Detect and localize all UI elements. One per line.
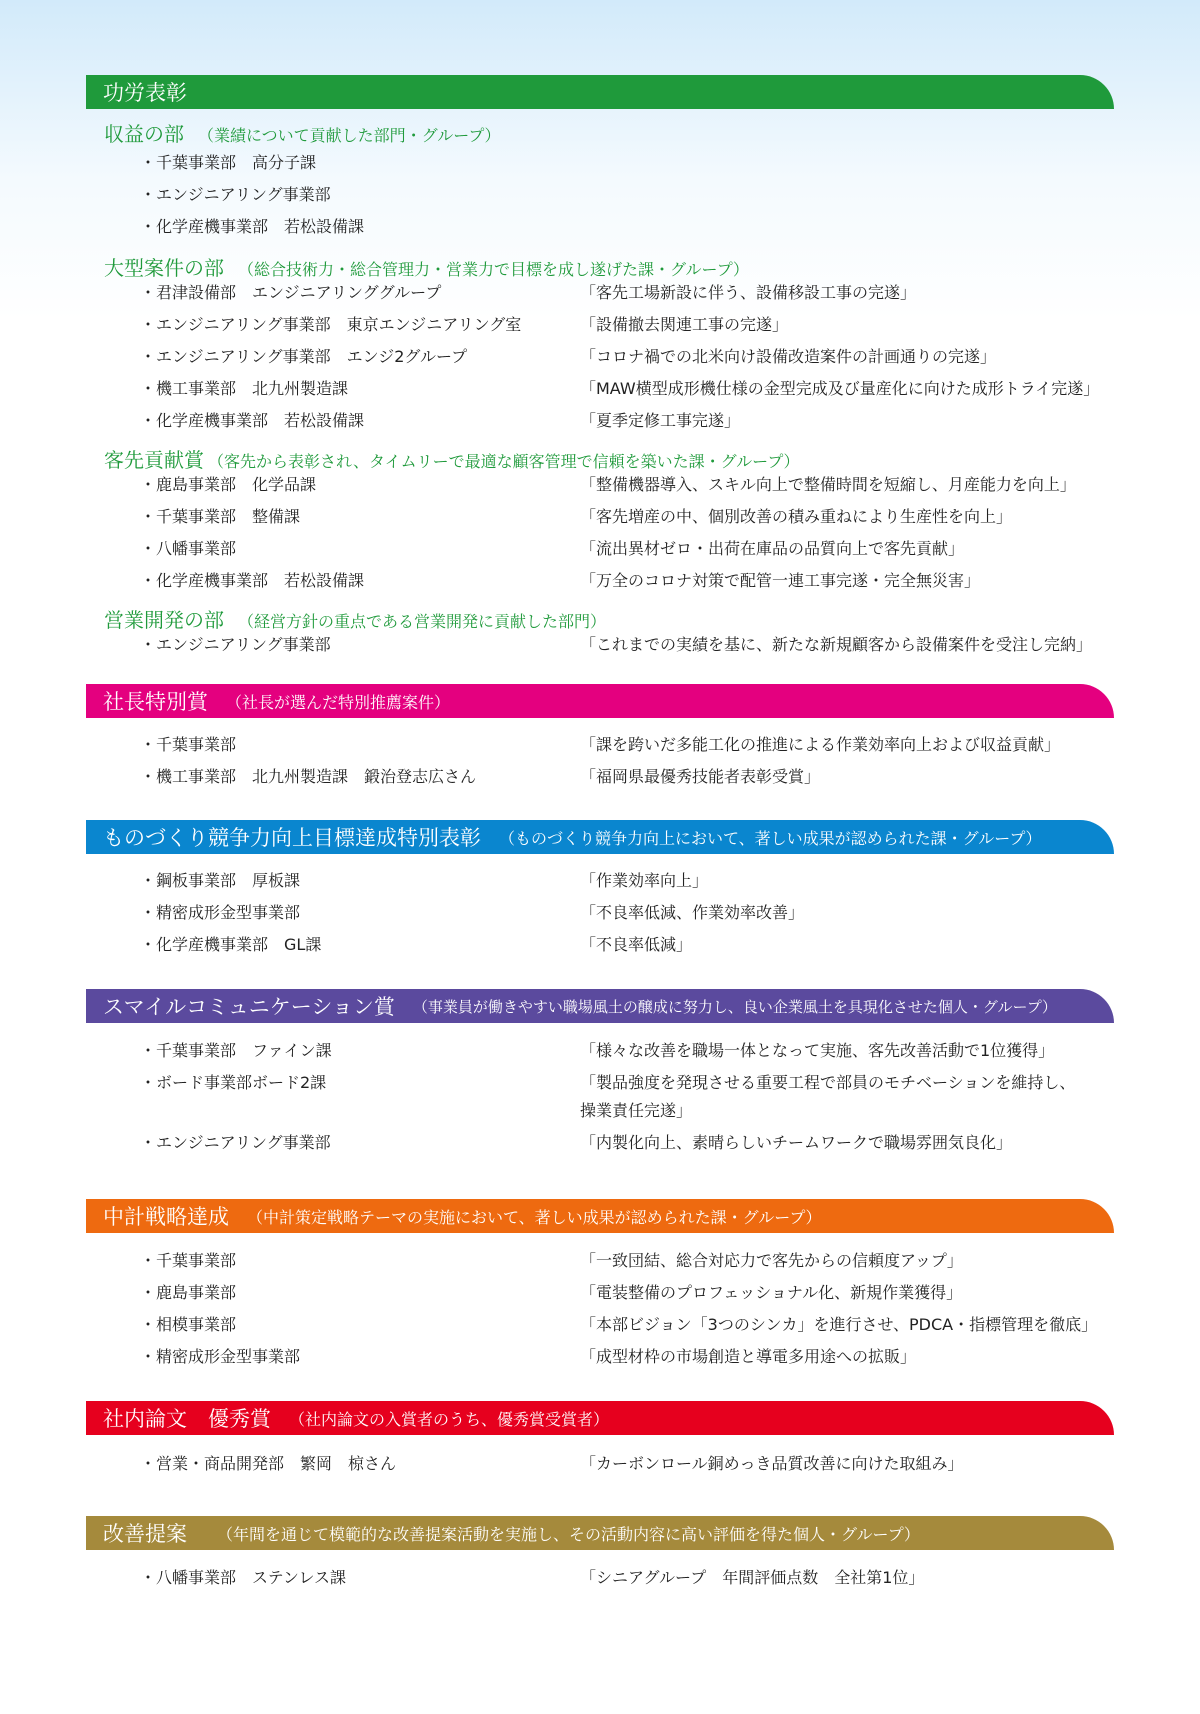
item-right: 「福岡県最優秀技能者表彰受賞」 bbox=[580, 767, 821, 786]
section-title: 中計戦略達成 bbox=[103, 1205, 229, 1229]
item-right: 「流出異材ゼロ・出荷在庫品の品質向上で客先貢献」 bbox=[580, 539, 965, 558]
section-band-kaizen bbox=[86, 1516, 1114, 1550]
subsection-sub: （経営方針の重点である営業開発に貢献した部門） bbox=[238, 612, 607, 631]
item-right: 「客先増産の中、個別改善の積み重ねにより生産性を向上」 bbox=[580, 507, 1013, 526]
item-left: ・エンジニアリング事業部 bbox=[140, 185, 331, 204]
list-item bbox=[0, 408, 1200, 436]
list-item bbox=[0, 280, 1200, 308]
subsection-sub: （業績について貢献した部門・グループ） bbox=[198, 126, 501, 145]
list-item bbox=[0, 1280, 1200, 1308]
item-right: 「不良率低減」 bbox=[580, 935, 693, 954]
item-right: 「万全のコロナ対策で配管一連工事完遂・完全無災害」 bbox=[580, 571, 981, 590]
item-left: ・エンジニアリング事業部 エンジ2グループ bbox=[140, 347, 468, 366]
item-left: ・千葉事業部 整備課 bbox=[140, 507, 301, 526]
item-right: 「内製化向上、素晴らしいチームワークで職場雰囲気良化」 bbox=[580, 1133, 1013, 1152]
item-right: 「シニアグループ 年間評価点数 全社第1位」 bbox=[580, 1568, 925, 1587]
item-left: ・千葉事業部 bbox=[140, 1251, 237, 1270]
item-right: 「MAW横型成形機仕様の金型完成及び量産化に向けた成形トライ完遂」 bbox=[580, 379, 1100, 398]
list-item bbox=[0, 568, 1200, 596]
item-left: ・精密成形金型事業部 bbox=[140, 903, 301, 922]
section-title: 社内論文 優秀賞 bbox=[103, 1407, 271, 1431]
item-left: ・鋼板事業部 厚板課 bbox=[140, 871, 301, 890]
item-left: ・千葉事業部 bbox=[140, 735, 237, 754]
section-title: スマイルコミュニケーション賞 bbox=[103, 995, 395, 1019]
list-item bbox=[0, 1312, 1200, 1340]
subsection-sub: （客先から表彰され、タイムリーで最適な顧客管理で信頼を築いた課・グループ） bbox=[208, 452, 800, 471]
section-band-smile bbox=[86, 989, 1114, 1023]
item-right: 「これまでの実績を基に、新たな新規顧客から設備案件を受注し完納」 bbox=[580, 635, 1093, 654]
subsection-kyakusaki bbox=[104, 444, 800, 473]
item-right: 「電装整備のプロフェッショナル化、新規作業獲得」 bbox=[580, 1283, 963, 1302]
section-band-ronbun bbox=[86, 1401, 1114, 1435]
section-sub: （社長が選んだ特別推薦案件） bbox=[226, 692, 451, 712]
item-left: ・化学産機事業部 若松設備課 bbox=[140, 217, 365, 236]
section-title: 改善提案 bbox=[103, 1522, 187, 1546]
item-left: ・八幡事業部 ステンレス課 bbox=[140, 1568, 347, 1587]
section-title: 社長特別賞 bbox=[103, 690, 208, 714]
item-left: ・君津設備部 エンジニアリンググループ bbox=[140, 283, 442, 302]
section-band-monodukuri bbox=[86, 820, 1114, 854]
item-left: ・エンジニアリング事業部 bbox=[140, 635, 331, 654]
subsection-eigyou bbox=[104, 604, 606, 633]
section-sub: （ものづくり競争力向上において、著しい成果が認められた課・グループ） bbox=[499, 828, 1042, 848]
list-item bbox=[0, 376, 1200, 404]
item-right: 「整備機器導入、スキル向上で整備時間を短縮し、月産能力を向上」 bbox=[580, 475, 1076, 494]
section-sub: （中計策定戦略テーマの実施において、著しい成果が認められた課・グループ） bbox=[247, 1207, 822, 1227]
list-item bbox=[0, 536, 1200, 564]
item-left: ・八幡事業部 bbox=[140, 539, 237, 558]
item-left: ・エンジニアリング事業部 bbox=[140, 1133, 331, 1152]
item-right: 「成型材枠の市場創造と導電多用途への拡販」 bbox=[580, 1347, 917, 1366]
item-right: 「製品強度を発現させる重要工程で部員のモチベーションを維持し、 bbox=[580, 1073, 1076, 1092]
list-item bbox=[0, 732, 1200, 760]
section-title: ものづくり競争力向上目標達成特別表彰 bbox=[103, 826, 481, 850]
list-item bbox=[0, 1451, 1200, 1479]
list-item bbox=[0, 900, 1200, 928]
item-left: ・機工事業部 北九州製造課 bbox=[140, 379, 349, 398]
section-sub: （社内論文の入賞者のうち、優秀賞受賞者） bbox=[289, 1409, 610, 1429]
item-right: 「設備撤去関連工事の完遂」 bbox=[580, 315, 789, 334]
item-right: 「課を跨いだ多能工化の推進による作業効率向上および収益貢献」 bbox=[580, 735, 1061, 754]
list-item bbox=[0, 632, 1200, 660]
subsection-sub: （総合技術力・総合管理力・営業力で目標を成し遂げた課・グループ） bbox=[238, 260, 749, 279]
item-left: ・化学産機事業部 GL課 bbox=[140, 935, 322, 954]
item-left: ・化学産機事業部 若松設備課 bbox=[140, 571, 365, 590]
list-item bbox=[0, 764, 1200, 792]
list-item bbox=[0, 214, 1200, 242]
subsection-shueki bbox=[104, 118, 501, 147]
subsection-title: 収益の部 bbox=[104, 122, 184, 146]
subsection-oogata bbox=[104, 252, 749, 281]
item-left: ・相模事業部 bbox=[140, 1315, 237, 1334]
section-sub: （年間を通じて模範的な改善提案活動を実施し、その活動内容に高い評価を得た個人・グループ） bbox=[217, 1524, 920, 1544]
list-item bbox=[0, 472, 1200, 500]
subsection-title: 客先貢献賞 bbox=[104, 448, 204, 472]
list-item bbox=[0, 1038, 1200, 1066]
subsection-title: 大型案件の部 bbox=[104, 256, 224, 280]
list-item bbox=[0, 868, 1200, 896]
item-right: 「客先工場新設に伴う、設備移設工事の完遂」 bbox=[580, 283, 917, 302]
item-right: 「一致団結、総合対応力で客先からの信頼度アップ」 bbox=[580, 1251, 963, 1270]
list-item bbox=[0, 1248, 1200, 1276]
section-band-chuukei bbox=[86, 1199, 1114, 1233]
subsection-title: 営業開発の部 bbox=[104, 608, 224, 632]
list-item bbox=[0, 504, 1200, 532]
list-item bbox=[0, 150, 1200, 178]
item-right-continued: 操業責任完遂」 bbox=[580, 1101, 693, 1120]
list-item bbox=[0, 312, 1200, 340]
item-right: 「様々な改善を職場一体となって実施、客先改善活動で1位獲得」 bbox=[580, 1041, 1055, 1060]
item-left: ・エンジニアリング事業部 東京エンジニアリング室 bbox=[140, 315, 522, 334]
list-item bbox=[0, 1565, 1200, 1593]
item-right: 「本部ビジョン「3つのシンカ」を進行させ、PDCA・指標管理を徹底」 bbox=[580, 1315, 1098, 1334]
section-title: 功労表彰 bbox=[103, 81, 187, 105]
item-left: ・営業・商品開発部 繁岡 椋さん bbox=[140, 1454, 397, 1473]
list-item bbox=[0, 932, 1200, 960]
item-right: 「不良率低減、作業効率改善」 bbox=[580, 903, 805, 922]
item-right: 「夏季定修工事完遂」 bbox=[580, 411, 741, 430]
list-item bbox=[0, 1070, 1200, 1098]
item-left: ・機工事業部 北九州製造課 鍛治登志広さん bbox=[140, 767, 477, 786]
item-left: ・千葉事業部 高分子課 bbox=[140, 153, 317, 172]
list-item bbox=[0, 182, 1200, 210]
section-band-kourou bbox=[86, 75, 1114, 109]
list-item bbox=[0, 1130, 1200, 1158]
item-left: ・化学産機事業部 若松設備課 bbox=[140, 411, 365, 430]
item-right: 「カーボンロール銅めっき品質改善に向けた取組み」 bbox=[580, 1454, 964, 1473]
list-item bbox=[0, 1344, 1200, 1372]
item-right: 「コロナ禍での北米向け設備改造案件の計画通りの完遂」 bbox=[580, 347, 997, 366]
item-left: ・千葉事業部 ファイン課 bbox=[140, 1041, 332, 1060]
item-left: ・鹿島事業部 bbox=[140, 1283, 237, 1302]
list-item bbox=[0, 344, 1200, 372]
item-right: 「作業効率向上」 bbox=[580, 871, 709, 890]
section-band-shachou bbox=[86, 684, 1114, 718]
item-left: ・精密成形金型事業部 bbox=[140, 1347, 301, 1366]
section-sub: （事業員が働きやすい職場風土の醸成に努力し、良い企業風土を具現化させた個人・グループ） bbox=[412, 997, 1057, 1016]
item-left: ・鹿島事業部 化学品課 bbox=[140, 475, 317, 494]
item-left: ・ボード事業部ボード2課 bbox=[140, 1073, 327, 1092]
